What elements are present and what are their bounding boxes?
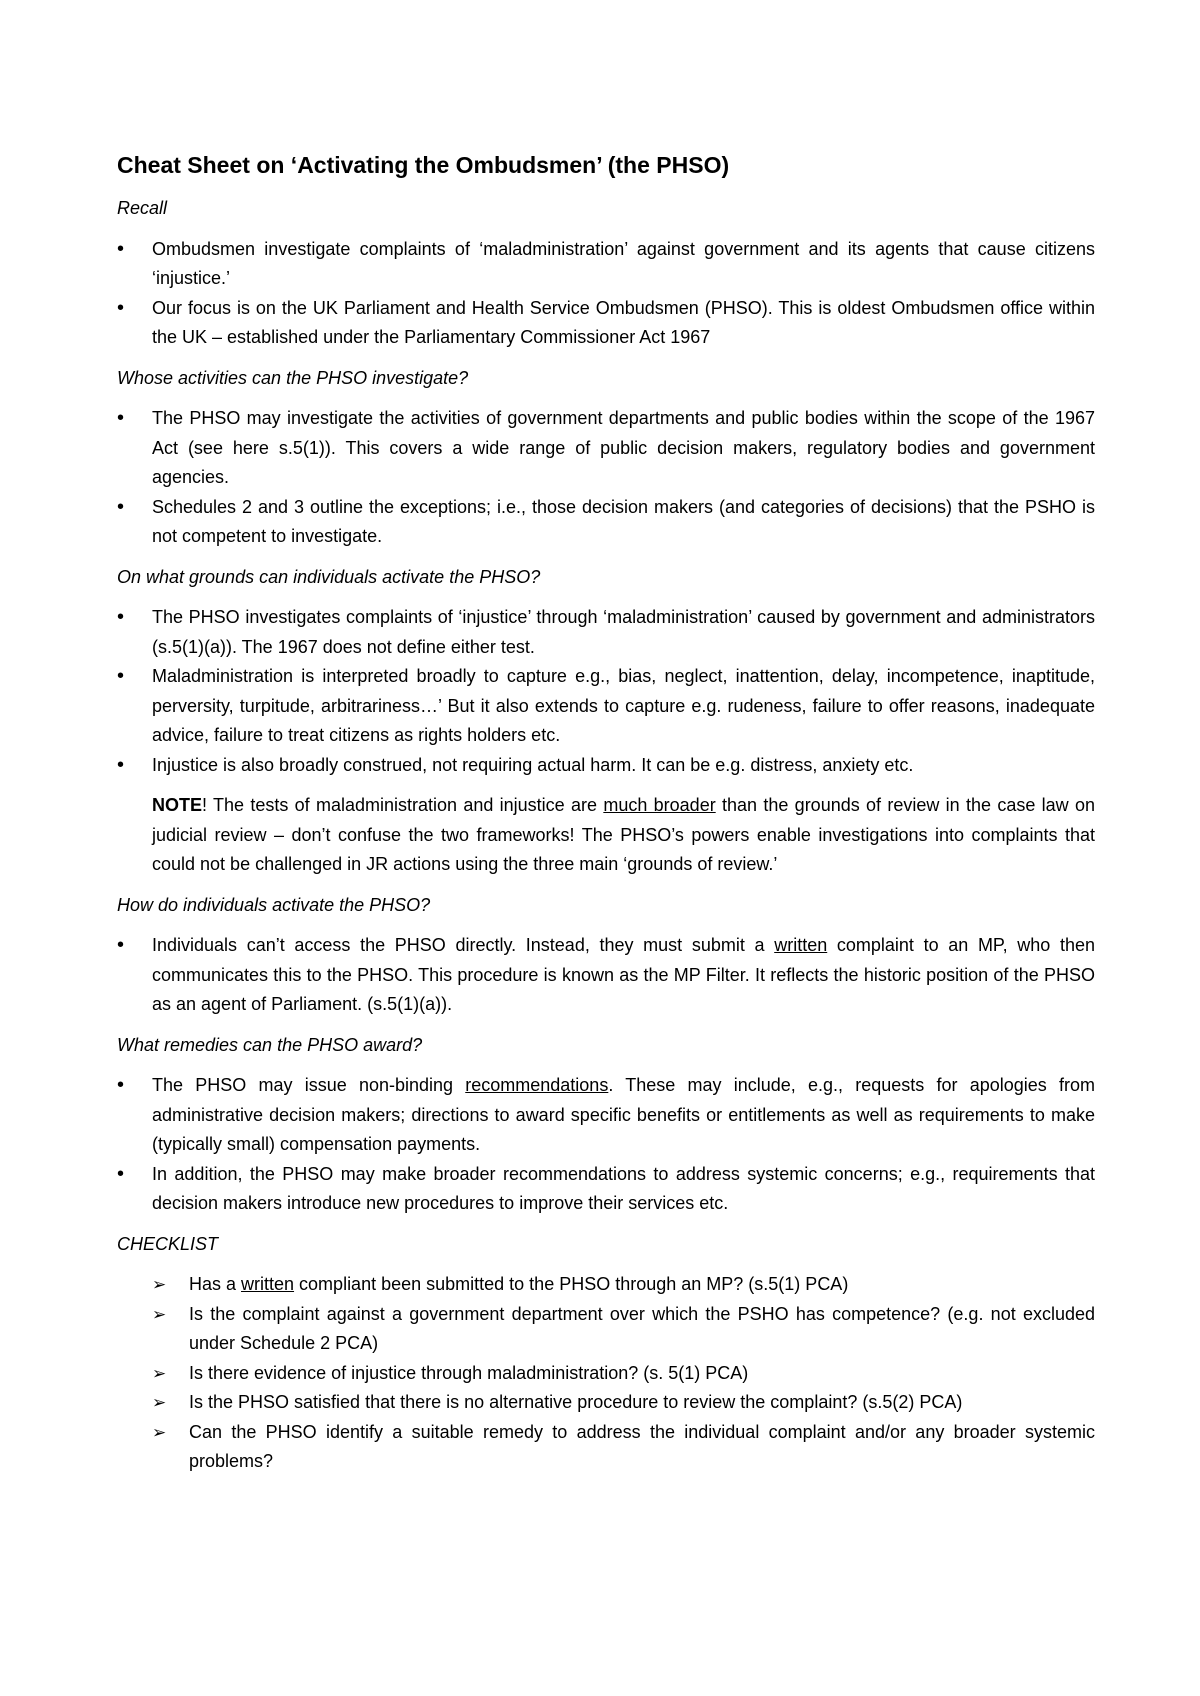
remedies-underlined: recommendations [465, 1075, 609, 1095]
remedies-heading: What remedies can the PHSO award? [117, 1034, 423, 1055]
remedies-text-2: . These may include, e.g., requests for apologies from administrative decision makers; directions to award specific benefits or entitlements as well as requirements to make (typically small) compensation payments. [152, 1075, 1095, 1154]
checklist-text-2: compliant been submitted to the PHSO through an MP? (s.5(1) PCA) [294, 1274, 849, 1294]
list-item: • Maladministration is interpreted broadly to capture e.g., bias, neglect, inattention, delay, incompetence, inaptitude, perversity, turpitude, arbitrariness…’ But it also extends to capture e.g. rudeness, failure to offer reasons, inadequate advice, failure to treat citizens as rights holders etc. [117, 662, 1095, 751]
checklist-item [152, 1300, 1095, 1359]
note-underlined: much broader [603, 795, 716, 815]
list-item: • In addition, the PHSO may make broader recommendations to address systemic concerns; e.g., requirements that decision makers introduce new procedures to improve their services etc. [117, 1160, 1095, 1219]
remedies-text-1: The PHSO may issue non-binding [152, 1075, 466, 1095]
checklist-item [152, 1270, 1095, 1300]
grounds-list [117, 603, 1095, 780]
how-underlined: written [774, 935, 828, 955]
list-item [117, 931, 1095, 1020]
arrow-icon: ➢ [152, 1393, 167, 1412]
checklist-underlined: written [241, 1274, 295, 1294]
checklist-heading: CHECKLIST [117, 1233, 219, 1254]
note-paragraph [152, 791, 1095, 880]
list-item: • Injustice is also broadly construed, not requiring actual harm. It can be e.g. distress, anxiety etc. [117, 751, 1095, 781]
note-label: NOTE [152, 795, 203, 815]
checklist-text: Can the PHSO identify a suitable remedy to address the individual complaint and/or any broader systemic problems? [189, 1421, 1095, 1471]
checklist-item [152, 1388, 1095, 1418]
checklist-item [152, 1359, 1095, 1389]
checklist-text: Is the PHSO satisfied that there is no alternative procedure to review the complaint? (s.5(2) PCA) [189, 1392, 963, 1412]
checklist-item [152, 1418, 1095, 1477]
how-list [117, 931, 1095, 1020]
list-item: • Ombudsmen investigate complaints of ‘maladministration’ against government and its agents that cause citizens ‘injustice.’ [117, 235, 1095, 294]
arrow-icon: ➢ [152, 1275, 167, 1294]
how-text-2: complaint to an MP, who then communicates this to the PHSO. This procedure is known as the MP Filter. It reflects the historic position of the PHSO as an agent of Parliament. (s.5(1)(a)). [152, 935, 1095, 1014]
note-text-2: than the grounds of review in the case law on judicial review – don’t confuse the two frameworks! The PHSO’s powers enable investigations into complaints that could not be challenged in JR actions using the three main ‘grounds of review.’ [152, 795, 1095, 874]
list-item: • The PHSO investigates complaints of ‘injustice’ through ‘maladministration’ caused by government and administrators (s.5(1)(a)). The 1967 does not define either test. [117, 603, 1095, 662]
checklist-text: Is there evidence of injustice through maladministration? (s. 5(1) PCA) [189, 1362, 749, 1383]
remedies-list [117, 1071, 1095, 1219]
document-title: Cheat Sheet on ‘Activating the Ombudsmen’ (the PHSO) [117, 152, 730, 178]
note-text-1: ! The tests of maladministration and injustice are [202, 795, 604, 815]
list-item: • The PHSO may investigate the activities of government departments and public bodies within the scope of the 1967 Act (see here s.5(1)). This covers a wide range of public decision makers, regulatory bodies and government agencies. [117, 404, 1095, 493]
recall-heading: Recall [117, 198, 168, 218]
arrow-icon: ➢ [152, 1363, 167, 1383]
how-heading: How do individuals activate the PHSO? [117, 894, 431, 915]
recall-list [117, 235, 1095, 353]
whose-heading: Whose activities can the PHSO investigate? [117, 367, 469, 388]
checklist-text-1: Has a [189, 1274, 242, 1294]
checklist-list [117, 1270, 1095, 1477]
arrow-icon: ➢ [152, 1304, 167, 1324]
whose-list [117, 404, 1095, 552]
how-text-1: Individuals can’t access the PHSO directly. Instead, they must submit a [152, 935, 775, 955]
list-item: • Schedules 2 and 3 outline the exceptions; i.e., those decision makers (and categories of decisions) that the PSHO is not competent to investigate. [117, 493, 1095, 552]
grounds-heading: On what grounds can individuals activate the PHSO? [117, 566, 541, 587]
checklist-text: Is the complaint against a government department over which the PSHO has competence? (e.g. not excluded under Schedule 2 PCA) [189, 1303, 1095, 1353]
arrow-icon: ➢ [152, 1422, 167, 1442]
list-item: • Our focus is on the UK Parliament and Health Service Ombudsmen (PHSO). This is oldest Ombudsmen office within the UK – established under the Parliamentary Commissioner Act 1967 [117, 294, 1095, 353]
list-item [117, 1071, 1095, 1160]
document-page [117, 150, 1095, 1477]
